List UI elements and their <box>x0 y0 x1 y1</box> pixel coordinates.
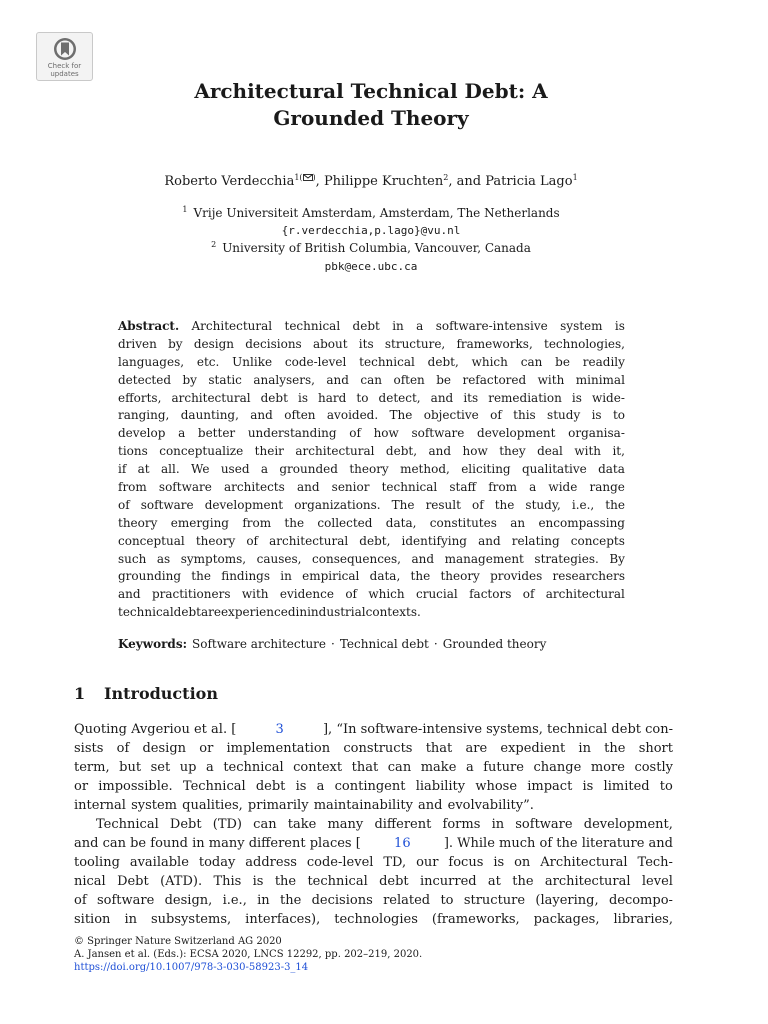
abstract-line: develop a better understanding of how software development organisa- <box>118 426 625 441</box>
body-line: and can be found in many different places [ 16 ]. While much of the literature and <box>74 836 673 851</box>
title-line-2: Grounded Theory <box>273 106 469 130</box>
body-text <box>74 720 673 929</box>
abstract-line: detected by static analysers, and can often be refactored with minimal <box>118 372 625 387</box>
abstract-line: grounding the findings in empirical data, the theory provides researchers <box>118 569 625 584</box>
abstract-line: ranging, daunting, and often avoided. The objective of this study is to <box>118 408 625 423</box>
author-3-affiliation: 1 <box>572 173 578 182</box>
author-3: Patricia Lago <box>485 174 573 189</box>
author-2-affiliation: 2 <box>443 173 449 182</box>
badge-label: Check for updates <box>47 62 82 78</box>
body-line: internal system qualities, primarily maintainability and evolvability”. <box>74 798 534 813</box>
author-1: Roberto Verdecchia <box>164 174 295 189</box>
abstract-line: tions conceptualize their architectural debt, and how they deal with it, <box>118 444 625 459</box>
doi-link[interactable]: https://doi.org/10.1007/978-3-030-58923-3_14 <box>74 962 309 973</box>
affiliation-1: $^1$ Vrije Universiteit Amsterdam, Amsterdam, The Netherlands <box>182 205 560 220</box>
author-1-affiliation: 1( ) <box>294 173 316 182</box>
body-line: nical Debt (ATD). This is the technical debt incurred at the architectural level <box>74 874 673 889</box>
keyword: Software architecture <box>192 637 327 651</box>
keywords-label: Keywords: <box>118 637 188 651</box>
affiliation-1-email: {r.verdecchia,p.lago}@vu.nl <box>281 224 461 237</box>
keywords: Keywords: Software architecture · Technical debt · Grounded theory <box>118 637 547 651</box>
body-line: term, but set up a technical context that can make a future change more costly <box>74 760 673 775</box>
footer <box>74 935 422 974</box>
body-line: tooling available today address code-level TD, our focus is on Architectural Tech- <box>74 855 673 870</box>
abstract-line: of software development organizations. The result of the study, i.e., the <box>118 497 625 512</box>
keyword: Technical debt <box>339 637 429 651</box>
bookmark-crossmark-icon <box>53 37 77 61</box>
section-title: Introduction <box>104 684 218 703</box>
abstract-line: conceptual theory of architectural debt, identifying and relating concepts <box>118 533 625 548</box>
body-line: sition in subsystems, interfaces), technologies (frameworks, packages, libraries, <box>74 912 673 927</box>
citation-link[interactable]: 3 <box>275 722 284 737</box>
check-for-updates-badge[interactable] <box>36 32 93 81</box>
abstract-line: driven by design decisions about its structure, frameworks, technologies, <box>118 336 625 351</box>
affiliation-2-email: pbk@ece.ubc.ca <box>324 260 418 273</box>
abstract-line: technical debt are experienced in industrial contexts. <box>118 605 421 620</box>
author-list: Roberto Verdecchia$^{1( )}$, Philippe Kruchten$^2$, and Patricia Lago$^1$ <box>164 173 578 189</box>
keyword: Grounded theory <box>442 637 547 651</box>
envelope-icon[interactable] <box>303 174 313 181</box>
author-2: Philippe Kruchten <box>323 174 444 189</box>
abstract-line: efforts, architectural debt is hard to detect, and its remediation is wide- <box>118 390 625 405</box>
title-line-1: Architectural Technical Debt: A <box>194 79 548 103</box>
abstract-line: from software architects and senior technical staff from a wide range <box>118 480 625 495</box>
body-line: sists of design or implementation constructs that are expedient in the short <box>74 741 673 756</box>
body-line: Technical Debt (TD) can take many different forms in software development, <box>96 817 673 832</box>
body-line: of software design, i.e., in the decisions related to structure (layering, decompo- <box>74 893 673 908</box>
abstract <box>118 318 625 622</box>
paper-title <box>0 78 742 132</box>
abstract-line: Abstract. Architectural technical debt in a software-intensive system is <box>118 318 625 336</box>
body-line: Quoting Avgeriou et al. [ 3 ], “In software-intensive systems, technical debt con- <box>74 722 673 737</box>
body-line: or impossible. Technical debt is a contingent liability whose impact is limited to <box>74 779 673 794</box>
abstract-line: languages, etc. Unlike code-level technical debt, which can be readily <box>118 354 625 369</box>
citation-link[interactable]: 16 <box>394 836 411 851</box>
section-heading <box>74 683 218 705</box>
abstract-line: theory emerging from the collected data, constitutes an encompassing <box>118 515 625 530</box>
affiliation-2: $^2$ University of British Columbia, Vancouver, Canada <box>211 240 531 255</box>
abstract-label: Abstract. <box>118 319 180 333</box>
abstract-line: such as symptoms, causes, consequences, and management strategies. By <box>118 551 625 566</box>
abstract-line: if at all. We used a grounded theory method, eliciting qualitative data <box>118 462 625 477</box>
copyright: © Springer Nature Switzerland AG 2020 <box>74 936 282 947</box>
citation-info: A. Jansen et al. (Eds.): ECSA 2020, LNCS 12292, pp. 202–219, 2020. <box>74 949 423 960</box>
abstract-line: and practitioners with evidence of which crucial factors of architectural <box>118 587 625 602</box>
section-number: 1 <box>74 684 86 703</box>
